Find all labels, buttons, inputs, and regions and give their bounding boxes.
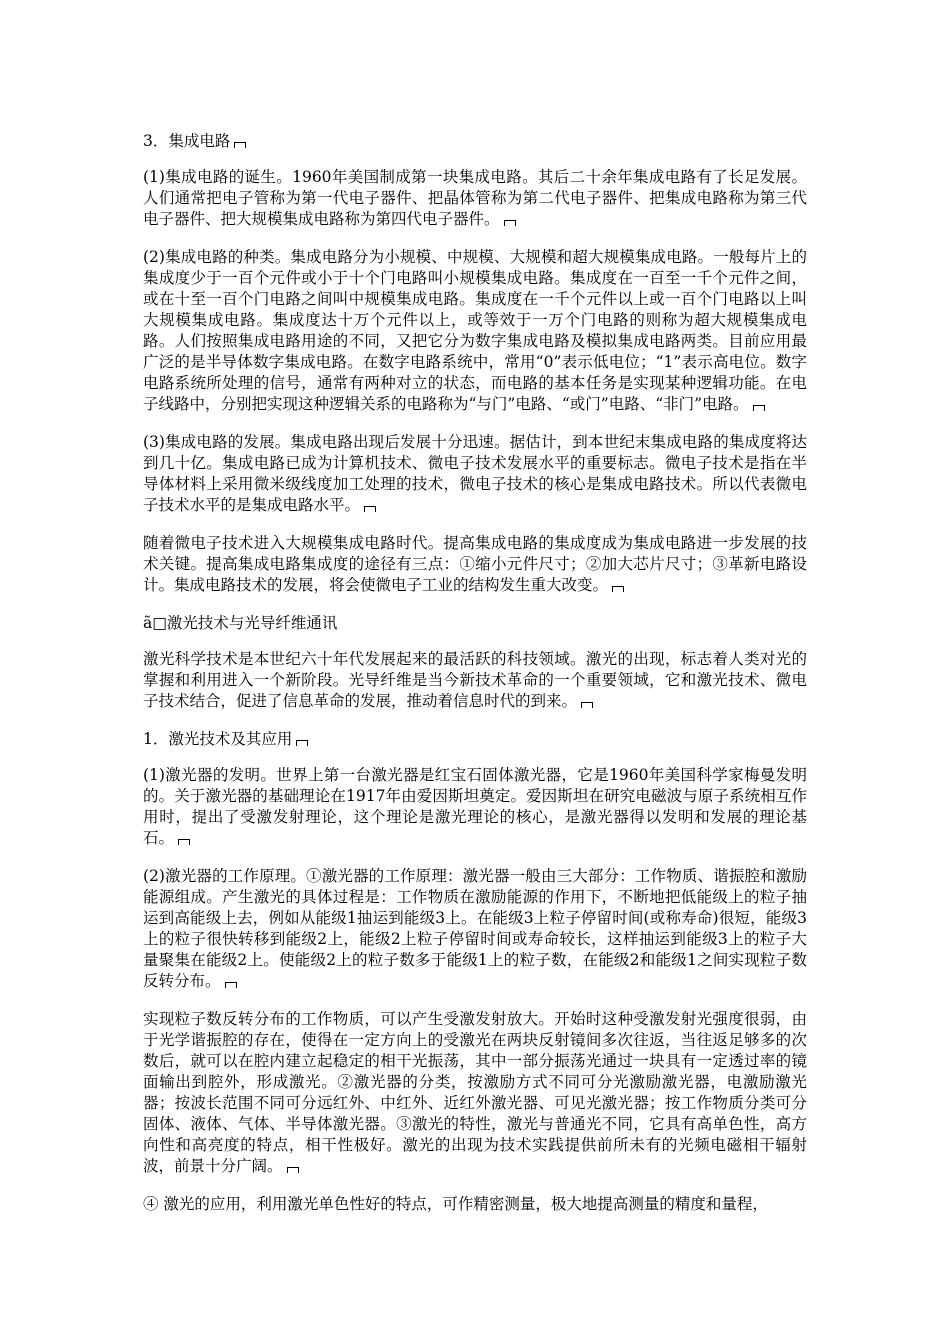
paragraph-mark-icon [581,702,593,708]
paragraph-mark-icon [296,740,308,746]
paragraph-mark-icon [753,405,765,411]
paragraph-text: (2)激光器的工作原理。①激光器的工作原理：激光器一般由三大部分：工作物质、谐振腔和激励能源组成。产生激光的具体过程是：工作物质在激励能源的作用下，不断地把低能级上的粒子抽运到高能级上去，例如从能级1抽运到能级3上。在能级3上粒子停留时间(或称寿命)很短，能级3上的粒子很快转移到能级2上，能级2上粒子停留时间或寿命较长，这样抽运到能级3上的粒子大量聚集在能级2上。使能级2上的粒子数多于能级1上的粒子数，在能级2和能级1之间实现粒子数反转分布。 [143,867,807,990]
paragraph-mark-icon [364,506,376,512]
paragraph-text: ④ 激光的应用，利用激光单色性好的特点，可作精密测量，极大地提高测量的精度和量程， [143,1195,768,1213]
paragraph-laser-invention [143,765,807,849]
paragraph-mark-icon [612,586,624,592]
paragraph-ic-types [143,247,807,415]
paragraph-text: 1．激光技术及其应用 [143,730,293,748]
section-heading-integrated-circuits [143,131,807,152]
paragraph-mark-icon [287,1167,299,1173]
paragraph-laser-application [143,1194,807,1215]
paragraph-text: 实现粒子数反转分布的工作物质，可以产生受激发射放大。开始时这种受激发射光强度很弱，由于光学谐振腔的存在，使得在一定方向上的受激光在两块反射镜间多次往返，当往返足够多的次数后，就可以在腔内建立起稳定的相干光振荡，其中一部分振荡光通过一块具有一定透过率的镜面输出到腔外，形成激光。②激光器的分类，按激励方式不同可分光激励激光器，电激励激光器；按波长范围不同可分远红外、中红外、近红外激光器、可见光激光器；按工作物质分类可分固体、液体、气体、半导体激光器。③激光的特性，激光与普通光不同，它具有高单色性，高方向性和高亮度的特点，相干性极好。激光的出现为技术实践提供前所未有的光频电磁相干辐射波，前景十分广阔。 [143,1010,807,1175]
paragraph-text: (1)激光器的发明。世界上第一台激光器是红宝石固体激光器，它是1960年美国科学家梅曼发明的。关于激光器的基础理论在1917年由爱因斯坦奠定。爱因斯坦在研究电磁波与原子系统相互作用时，提出了受激发射理论，这个理论是激光理论的核心，是激光器得以发明和发展的理论基石。 [143,766,807,847]
paragraph-ic-birth [143,167,807,230]
paragraph-mark-icon [504,220,516,226]
section-heading-laser-technology [143,729,807,750]
paragraph-text: (3)集成电路的发展。集成电路出现后发展十分迅速。据估计，到本世纪末集成电路的集成度将达到几十亿。集成电路已成为计算机技术、微电子技术发展水平的重要标志。微电子技术是指在半导体材料上采用微米级线度加工处理的技术，微电子技术的核心是集成电路技术。所以代表微电子技术水平的是集成电路水平。 [143,433,807,514]
paragraph-ic-integration [143,533,807,596]
paragraph-mark-icon [178,839,190,845]
paragraph-text: 激光科学技术是本世纪六十年代发展起来的最活跃的科技领域。激光的出现，标志着人类对光的掌握和利用进入一个新阶段。光导纤维是当今新技术革命的一个重要领域，它和激光技术、微电子技术结合，促进了信息革命的发展，推动着信息时代的到来。 [143,650,807,710]
paragraph-mark-icon [225,982,237,988]
paragraph-text: (1)集成电路的诞生。1960年美国制成第一块集成电路。其后二十余年集成电路有了长足发展。人们通常把电子管称为第一代电子器件、把晶体管称为第二代电子器件、把集成电路称为第三代电子器件、把大规模集成电路称为第四代电子器件。 [143,168,807,228]
document-body [143,131,807,1232]
paragraph-laser-principle [143,866,807,992]
paragraph-text: (2)集成电路的种类。集成电路分为小规模、中规模、大规模和超大规模集成电路。一般每片上的集成度少于一百个元件或小于十个门电路叫小规模集成电路。集成度在一百至一千个元件之间，或在十至一百个门电路之间叫中规模集成电路。集成度在一千个元件以上或一百个门电路以上叫大规模集成电路。集成度达十万个元件以上，或等效于一万个门电路的则称为超大规模集成电路。人们按照集成电路用途的不同，又把它分为数字集成电路及模拟集成电路两类。目前应用最广泛的是半导体数字集成电路。在数字电路系统中，常用“0”表示低电位；“1”表示高电位。数字电路系统所处理的信号，通常有两种对立的状态，而电路的基本任务是实现某种逻辑功能。在电子线路中，分别把实现这种逻辑关系的电路称为“与门”电路、“或门”电路、“非门”电路。 [143,248,807,413]
paragraph-ic-development [143,432,807,516]
paragraph-text: 随着微电子技术进入大规模集成电路时代。提高集成电路的集成度成为集成电路进一步发展的技术关键。提高集成电路集成度的途径有三点：①缩小元件尺寸；②加大芯片尺寸；③革新电路设计。集成电路技术的发展，将会使微电子工业的结构发生重大改变。 [143,534,807,594]
paragraph-mark-icon [234,142,246,148]
section-heading-laser-fiber [143,613,807,634]
paragraph-laser-intro [143,649,807,712]
paragraph-laser-properties [143,1009,807,1177]
paragraph-text: 3．集成电路 [143,132,231,150]
paragraph-text: ã□激光技术与光导纤维通讯 [143,614,338,632]
